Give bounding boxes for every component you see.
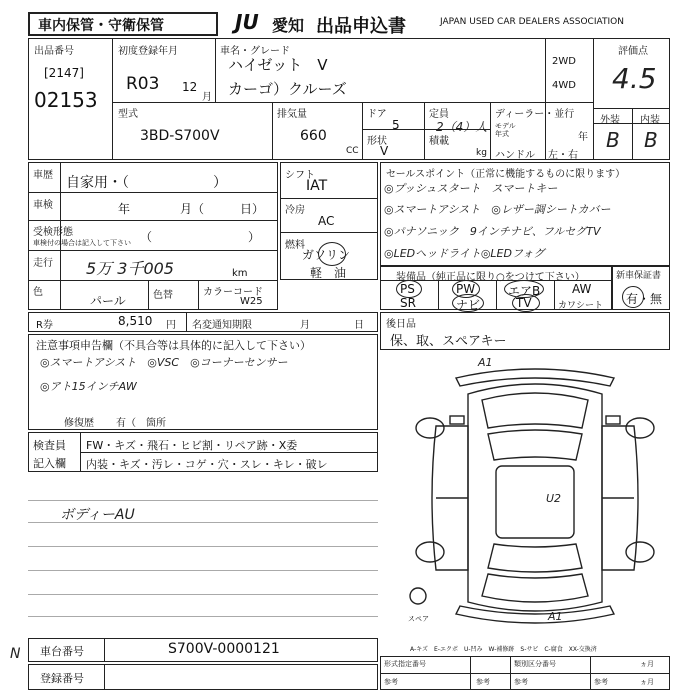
recycle-label: R券 [36,320,53,331]
mileage-unit: km [232,268,248,279]
handle-options: 左・右 [548,150,578,161]
type-number-label: 形式指定番号 [384,660,426,668]
interior-grade: B [644,128,658,152]
handle-label: ハンドル [495,150,535,161]
score-label: 評価点 [618,46,648,57]
shift-label: シフト [285,170,315,181]
shape-value: V [380,144,389,158]
inspector-row-2: 内装・キズ・汚レ・コゲ・穴・スレ・キレ・破レ [86,458,328,471]
equip-aw: AW [572,282,592,296]
fuel-circle-mark [318,242,346,266]
post-item-label: 後日品 [386,319,416,330]
class-number-label: 類別区分番号 [514,660,556,668]
model-year-unit: 年 [578,132,588,143]
registration-era-year: R03 [126,74,160,94]
color-code-label: カラーコード [203,287,263,298]
equip-airbag: エアB [508,284,541,298]
drive-4wd: 4WD [552,80,576,91]
fuel-gasoline: ガソリン [302,248,351,262]
equip-circle-navi [452,294,484,312]
selling-point-4: ◎LEDヘッドライト◎LEDフォグ [384,247,545,260]
ref-1: 参考 [384,678,398,686]
inspection-year-unit: 年 [118,202,131,216]
notes-label: 注意事項申告欄（不具合等は具体的に記入して下さい） [36,339,311,352]
repair-value: 有（ 箇所 [116,418,166,429]
chassis-label: 車台番号 [40,645,84,658]
registration-month-unit: 月 [202,92,212,103]
equip-sr: SR [400,296,416,310]
equip-leather-seat: カワシート [558,301,604,311]
months-1: ヵ月 [640,660,654,668]
margin-mark: N [10,646,21,662]
shape-label: 形状 [367,136,387,147]
months-2: ヵ月 [640,678,654,686]
vehicle-grade: カーゴ）クルーズ [228,80,347,98]
damage-legend: A-キズ E-エクボ U-凹み W-補修跡 S-サビ C-腐食 XX-交換済 [410,646,597,653]
diagram-mark-front: A1 [478,356,493,369]
displacement-unit: CC [346,146,359,156]
diagram-mark-mid: U2 [546,492,562,505]
spare-label: スペア [408,615,429,623]
ref-3: 参考 [514,678,528,686]
color-code: W25 [240,296,263,307]
inspection-month-unit: 月（ [180,202,205,216]
diagram-mark-rear: A1 [548,610,563,623]
exterior-label: 外装 [600,115,620,126]
doors-label: ドア [367,109,387,120]
repair-label: 修復歴 [64,418,94,429]
equip-circle-ps [396,280,422,298]
registration-month: 12 [182,80,198,94]
history-value: 自家用・（ ） [66,175,227,191]
mileage-value: 5万 3千005 [86,259,174,278]
selling-points-label: セールスポイント（正常に機能するものに限ります） [386,169,626,180]
drive-2wd: 2WD [552,56,576,67]
cooling-value: AC [318,214,335,228]
color-label: 色 [33,287,43,298]
inspector-label-2: 記入欄 [33,457,66,470]
notes-line-1: ◎スマートアシスト ◎VSC ◎コーナーセンサー [40,356,288,369]
capacity-value: 2（4）人 [436,120,488,134]
color-value: パール [90,294,126,308]
listing-number: 02153 [34,88,98,112]
history-label: 車歴 [33,170,53,181]
selling-point-3: ◎パナソニック 9インチナビ、フルセグTV [384,225,601,238]
deadline-month-unit: 月 [300,320,310,331]
ref-2: 参考 [476,678,490,686]
model-year-label: モデル 年式 [495,122,516,138]
ju-logo: JU [235,10,259,34]
fuel-diesel: 軽 油 [310,266,347,280]
post-item-value: 保、取、スペアキー [390,334,507,349]
listing-number-label: 出品番号 [34,46,74,57]
free-note: ボディーAU [60,507,135,523]
displacement-value: 660 [300,128,327,144]
equipment-label: 装備品（純正品に限り○をつけて下さい） [396,272,585,283]
equip-pw: PW [456,282,476,296]
logo-region: 愛知 [272,16,305,35]
displacement-label: 排気量 [277,109,307,120]
deadline-label: 名変通知期限 [192,320,252,331]
selling-point-1: ◎プッシュスタート スマートキー [384,182,558,195]
fuel-label: 燃料 [285,240,305,251]
warranty-label: 新車保証書 [616,271,662,281]
vehicle-name: ハイゼット V [228,56,328,74]
receiving-value: （ ） [140,230,261,244]
loading-label: 積載 [429,136,449,147]
car-damage-diagram [396,356,674,640]
association-name: JAPAN USED CAR DEALERS ASSOCIATION [440,17,624,27]
interior-label: 内装 [640,115,660,126]
reg-number-label: 登録番号 [40,672,84,685]
shift-value: IAT [306,178,328,194]
chassis-number: S700V-0000121 [168,641,280,657]
dealer-label: ディーラー・並行 [495,109,575,120]
ref-4: 参考 [594,678,608,686]
recycle-yen: 円 [166,320,176,331]
selling-point-2: ◎スマートアシスト ◎レザー調シートカバー [384,203,611,216]
receiving-label: 受検形態 [33,227,73,238]
doors-value: 5 [392,118,400,132]
recycle-amount: 8,510 [118,314,153,328]
inspection-day-unit: 日） [240,202,265,216]
inspection-label: 車検 [33,200,53,211]
inspector-row-1: FW・キズ・飛石・ヒビ割・リペア跡・X委 [86,439,298,452]
registration-label: 初度登録年月 [118,46,178,57]
inspector-label-1: 検査員 [33,439,66,452]
vehicle-name-label: 車名・グレード [220,46,290,57]
color-change-label: 色替 [153,290,173,301]
form-title: 出品申込書 [316,16,406,37]
deadline-day-unit: 日 [354,320,364,331]
receiving-note: 車検付の場合は記入して下さい [33,239,131,247]
storage-tag: 車内保管・守衛保管 [38,18,164,34]
mileage-label: 走行 [33,258,53,269]
warranty-circle-mark [622,286,644,308]
cooling-label: 冷房 [285,205,305,216]
warranty-options: 有・無 [626,292,663,306]
score-value: 4.5 [612,62,657,95]
equip-ps: PS [400,282,415,296]
equip-navi: ナビ [456,298,481,312]
model-value: 3BD-S700V [140,128,220,144]
exterior-grade: B [606,128,620,152]
equip-circle-tv [512,294,540,312]
listing-bracket-number: [2147] [44,66,84,80]
loading-unit: kg [476,148,487,158]
equip-tv: TV [516,296,532,310]
capacity-label: 定員 [429,109,449,120]
notes-line-2: ◎アト15インチAW [40,380,137,393]
model-label: 型式 [118,109,138,120]
